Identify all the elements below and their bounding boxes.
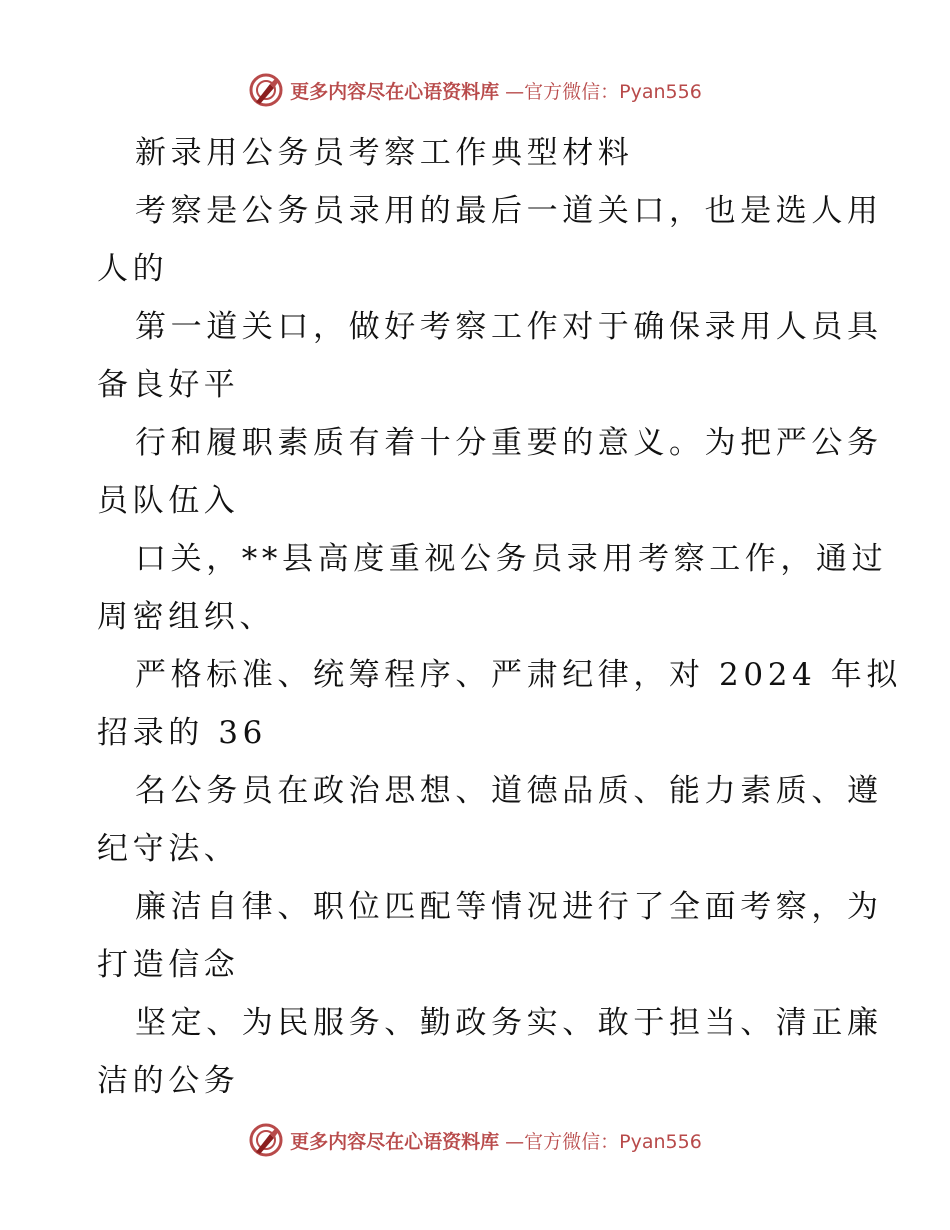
document-title: 新录用公务员考察工作典型材料	[135, 135, 634, 171]
text-line: 打造信念	[97, 947, 240, 983]
text-line: 廉洁自律、职位匹配等情况进行了全面考察，为	[135, 889, 883, 925]
watermark-contact: —官方微信：Pyan556	[505, 80, 702, 103]
header-watermark	[0, 70, 950, 110]
watermark-text: 更多内容尽在心语资料库	[290, 80, 500, 103]
text-line: 第一道关口，做好考察工作对于确保录用人员具	[135, 309, 883, 345]
text-line: 纪守法、	[97, 831, 240, 867]
document-body	[97, 124, 902, 1110]
pen-logo-icon	[248, 1122, 284, 1158]
text-line: 洁的公务	[97, 1063, 240, 1099]
text-line: 名公务员在政治思想、道德品质、能力素质、遵	[135, 773, 883, 809]
text-line: 周密组织、	[97, 599, 275, 635]
footer-watermark	[0, 1120, 950, 1160]
pen-logo-icon	[248, 72, 284, 108]
text-line: 坚定、为民服务、勤政务实、敢于担当、清正廉	[135, 1005, 883, 1041]
text-line: 备良好平	[97, 367, 240, 403]
text-line: 人的	[97, 251, 169, 287]
watermark-contact: —官方微信：Pyan556	[505, 1130, 702, 1153]
text-line: 口关，**县高度重视公务员录用考察工作，通过	[135, 541, 888, 577]
text-line: 行和履职素质有着十分重要的意义。为把严公务	[135, 425, 883, 461]
watermark-text: 更多内容尽在心语资料库	[290, 1130, 500, 1153]
text-line: 招录的 36	[97, 715, 267, 751]
text-line: 严格标准、统筹程序、严肃纪律，对 2024 年拟	[135, 657, 902, 693]
text-line: 考察是公务员录用的最后一道关口，也是选人用	[135, 193, 883, 229]
text-line: 员队伍入	[97, 483, 240, 519]
